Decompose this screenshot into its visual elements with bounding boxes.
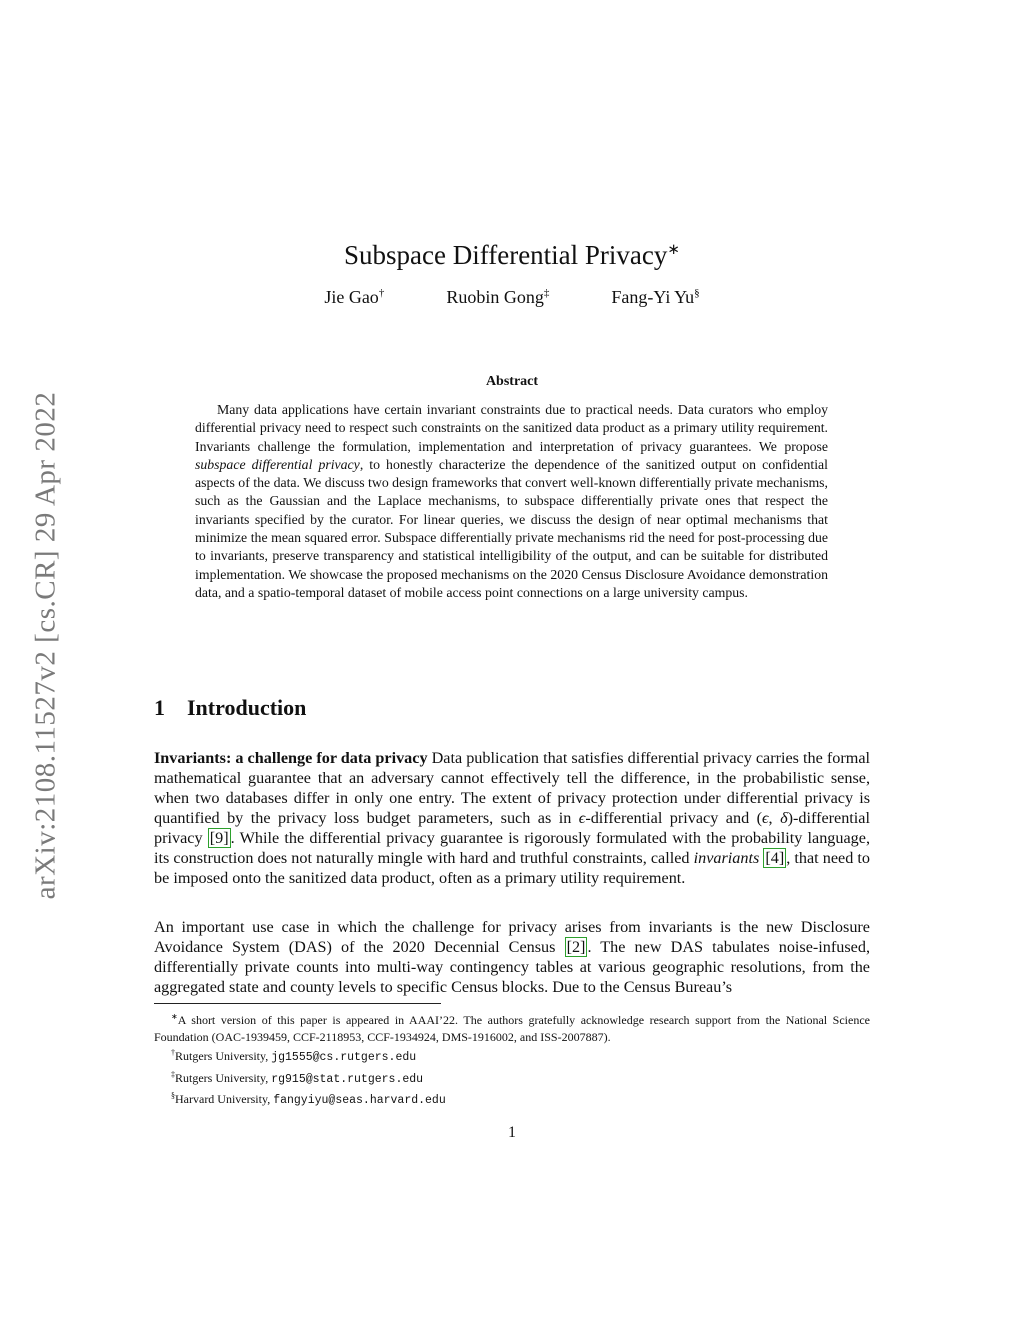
intro-paragraph	[154, 748, 870, 888]
footnote-text: Harvard University,	[175, 1092, 274, 1106]
abstract-emphasis: subspace differential privacy	[195, 456, 360, 472]
author-footnote-mark[interactable]: ‡	[543, 287, 550, 299]
paper-title	[0, 240, 1024, 271]
abstract-body	[195, 401, 828, 602]
footnote-item	[154, 1067, 870, 1089]
paper-title-text: Subspace Differential Privacy	[344, 240, 668, 271]
abstract-heading: Abstract	[485, 374, 539, 389]
paragraph-text: , that need to be imposed onto the sanitized data product, often as a primary utility requirement.	[154, 849, 871, 887]
paragraph-text: Data publication that satisfies differential privacy carries the formal mathematical guarantee that an adversary cannot effectively tell the difference, in the probabilistic sense, when two databases differ in only one entry. The extent of privacy protection under differential privacy is quantified by the privacy loss budget parameters, such as in	[154, 749, 871, 827]
section-number: 1	[154, 695, 165, 720]
author-name: Fang-Yi Yu	[611, 287, 695, 307]
author-footnote-mark[interactable]: §	[694, 287, 700, 299]
footnote-text: A short version of this paper is appeared in AAAI’22. The authors gratefully acknowledge research support from the National Science Foundation (OAC-1939459, CCF-2118953, CCF-1934924, DMS-1916002, and ISS-2007887).	[154, 1013, 870, 1044]
footnote-mark: †	[171, 1048, 175, 1057]
author-fang-yi-yu	[611, 287, 699, 308]
citation-link[interactable]: [4]	[765, 849, 785, 867]
paragraph-text: . While the differential privacy guarantee is rigorously formulated with the probability language, its construction does not naturally mingle with hard and truthful constraints, called	[154, 829, 871, 867]
author-jie-gao	[324, 287, 384, 308]
author-footnote-mark[interactable]: †	[378, 287, 385, 299]
email-address[interactable]: jg1555@cs.rutgers.edu	[271, 1051, 417, 1064]
abstract-text: Many data applications have certain invariant constraints due to practical needs. Data curators who employ differential privacy need to respect such constraints on the sanitized data product as a primary utility requirement. Invariants challenge the formulation, implementation and interpretation of privacy guarantees. We propose	[195, 402, 828, 454]
author-name: Ruobin Gong	[446, 287, 544, 307]
math-epsilon: ϵ	[762, 809, 769, 827]
footnote-item	[154, 1009, 870, 1045]
author-ruobin-gong	[446, 287, 549, 308]
page-number: 1	[508, 1124, 516, 1141]
citation-link[interactable]: [9]	[209, 829, 229, 847]
author-name: Jie Gao	[324, 287, 379, 307]
footnote-text: Rutgers University,	[175, 1049, 272, 1063]
email-address[interactable]: rg915@stat.rutgers.edu	[271, 1072, 424, 1086]
paragraph-text: An important use case in which the challenge for privacy arises from invariants is the new Disclosure Avoidance System (DAS) of the 2020 Decennial Census	[154, 918, 870, 956]
section-heading-introduction	[154, 695, 306, 721]
math-delta: δ	[780, 809, 788, 827]
footnote-mark: ∗	[171, 1012, 178, 1021]
paragraph-text: -differential privacy and (	[585, 809, 763, 827]
paragraph-emphasis: invariants	[693, 849, 760, 867]
footnotes	[154, 1009, 870, 1110]
section-title: Introduction	[187, 695, 307, 720]
footnote-item	[154, 1088, 870, 1110]
email-address[interactable]: fangyiyu@seas.harvard.edu	[273, 1094, 446, 1107]
paragraph-text: ,	[768, 809, 781, 827]
intro-paragraph	[154, 917, 870, 997]
footnote-divider	[154, 1003, 441, 1004]
citation-link[interactable]: [2]	[566, 938, 586, 956]
paragraph-text: . The new DAS tabulates noise-infused, differentially private counts into multi-way contingency tables at various geographic resolutions, from the aggregated state and county levels to specific Census blocks. Due to the Census Bureau’s	[154, 938, 870, 996]
footnote-mark: ‡	[171, 1069, 175, 1079]
paragraph-text: )-differential privacy	[154, 809, 870, 847]
title-footnote-mark[interactable]: ∗	[667, 242, 680, 259]
math-epsilon: ϵ	[578, 809, 586, 827]
abstract-text: , to honestly characterize the dependence of the sanitized output on confidential aspects of the data. We discuss two design frameworks that convert well-known differentially private mechanisms, such as the Gaussian and the Laplace mechanisms, to subspace differentially private ones that respect the invariants specified by the curator. For linear queries, we discuss the design of near optimal mechanisms that minimize the mean squared error. Subspace differentially private mechanisms rid the need for post-processing due to invariants, preserve transparency and statistical intelligibility of the output, and can be suitable for distributed implementation. We showcase the proposed mechanisms on the 2020 Census Disclosure Avoidance demonstration data, and a spatio-temporal dataset of mobile access point connections on a large university campus.	[195, 456, 828, 600]
footnote-text: Rutgers University,	[175, 1070, 272, 1085]
arxiv-side-stamp	[29, 350, 62, 940]
author-list	[0, 287, 1024, 308]
paragraph-run-in-heading: Invariants: a challenge for data privacy	[154, 749, 428, 767]
footnote-mark: §	[171, 1091, 175, 1100]
footnote-item	[154, 1045, 870, 1067]
arxiv-identifier: arXiv:2108.11527v2 [cs.CR] 29 Apr 2022	[29, 391, 62, 899]
